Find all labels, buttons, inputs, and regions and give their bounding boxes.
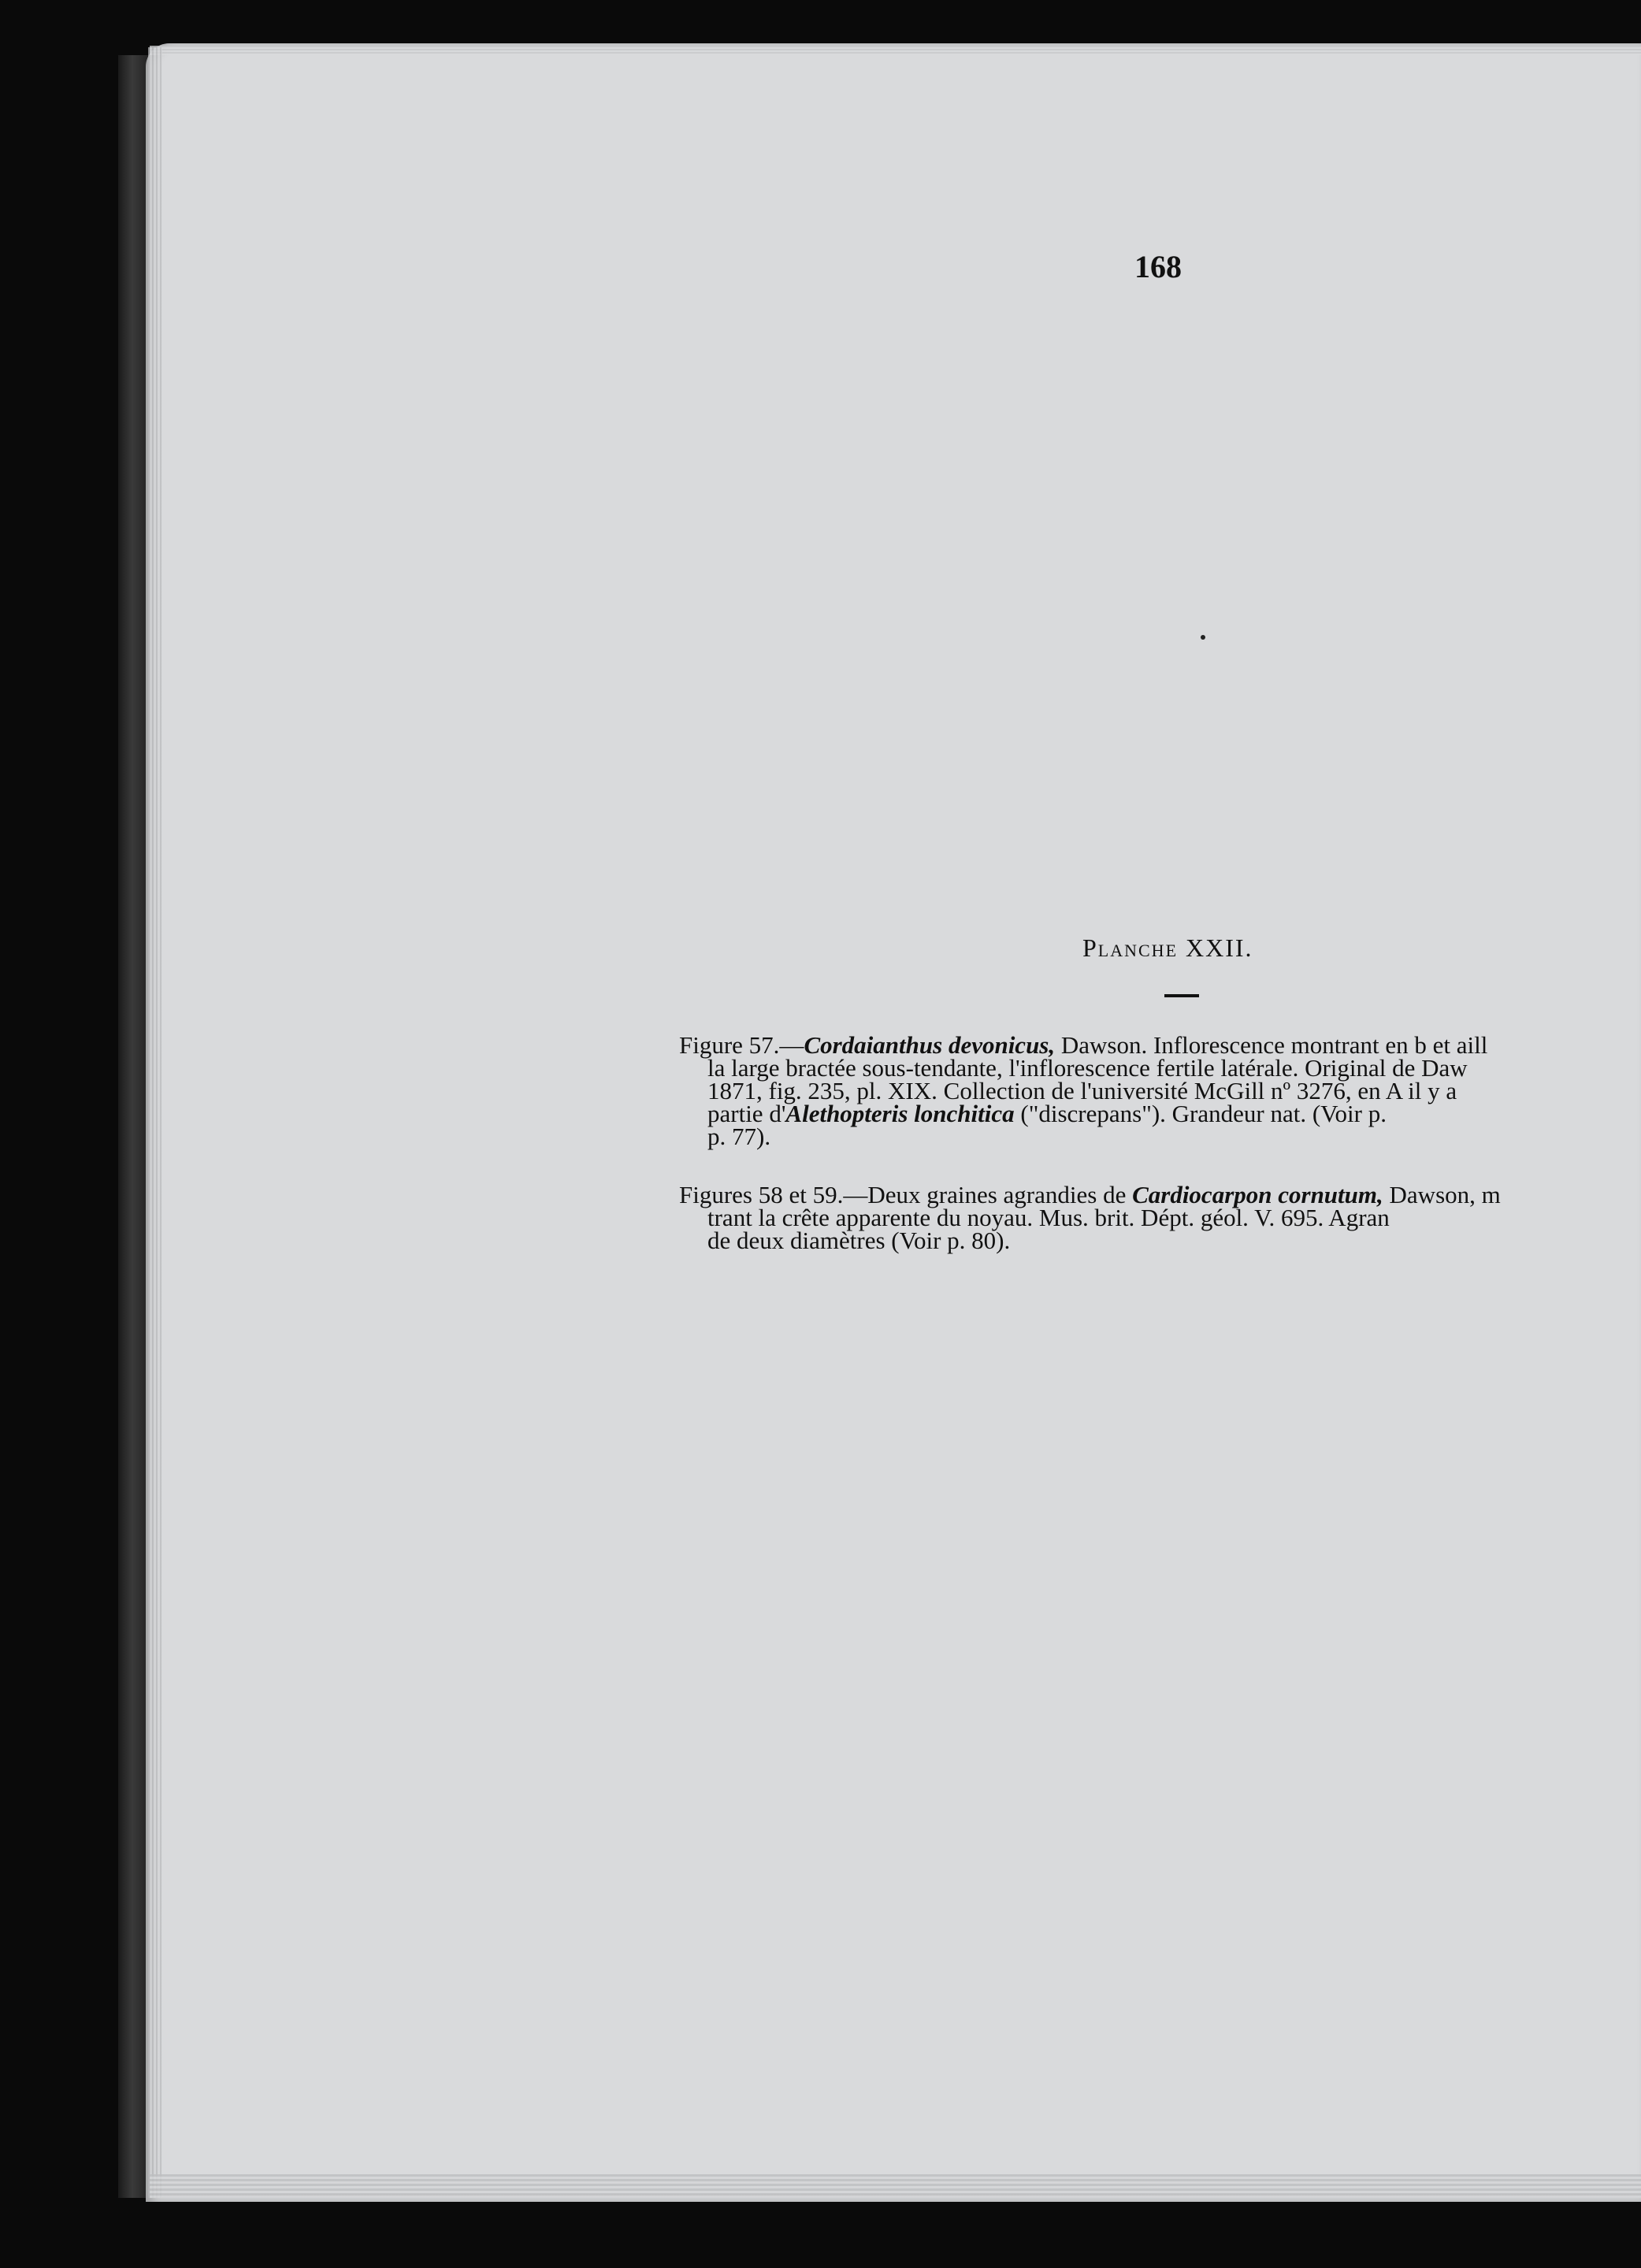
caption-line bbox=[679, 1102, 1641, 1125]
caption-text: 1871, fig. 235, pl. XIX. Collection de l'université McGill nº 3276, en A il y a bbox=[707, 1077, 1457, 1104]
caption-line bbox=[679, 1229, 1641, 1252]
page-edge-left bbox=[148, 47, 162, 2198]
caption-line bbox=[679, 1079, 1641, 1102]
caption-text: p. 77). bbox=[707, 1123, 771, 1150]
caption-line bbox=[679, 1054, 1641, 1082]
caption-text: la large bractée sous-tendante, l'inflorescence fertile latérale. Original de Daw bbox=[707, 1054, 1468, 1082]
caption-taxon-name: Cardiocarpon cornutum, bbox=[1132, 1181, 1383, 1208]
caption-text: Figure 57.— bbox=[679, 1031, 804, 1059]
caption-taxon-name: Alethopteris lonchitica bbox=[785, 1100, 1015, 1127]
caption-line bbox=[679, 1125, 1641, 1148]
caption-text: Figures 58 et 59.—Deux graines agrandies de bbox=[679, 1181, 1133, 1208]
caption-text: Dawson. Inflorescence montrant en b et aill bbox=[1055, 1031, 1488, 1059]
page-number: 168 bbox=[1134, 249, 1182, 284]
caption-text: Dawson, m bbox=[1383, 1181, 1501, 1208]
caption-taxon-name: Cordaianthus devonicus, bbox=[804, 1031, 1056, 1059]
caption-line bbox=[679, 1031, 1641, 1059]
print-speck bbox=[1201, 635, 1205, 640]
figure-caption-58-59 bbox=[679, 1183, 1641, 1252]
caption-text: partie d' bbox=[707, 1100, 786, 1127]
page-edge-top bbox=[150, 46, 1641, 55]
title-rule bbox=[1164, 994, 1199, 997]
caption-line bbox=[679, 1183, 1641, 1206]
caption-line bbox=[679, 1206, 1641, 1229]
page-edge-bottom bbox=[150, 2174, 1641, 2198]
caption-text: ("discrepans"). Grandeur nat. (Voir p. bbox=[1014, 1100, 1387, 1127]
figure-caption-57 bbox=[679, 1031, 1641, 1150]
plate-title: Planche XXII. bbox=[1082, 934, 1253, 962]
book-binding bbox=[118, 55, 150, 2198]
caption-text: trant la crête apparente du noyau. Mus. brit. Dépt. géol. V. 695. Agran bbox=[707, 1204, 1390, 1231]
caption-text: de deux diamètres (Voir p. 80). bbox=[707, 1227, 1011, 1254]
